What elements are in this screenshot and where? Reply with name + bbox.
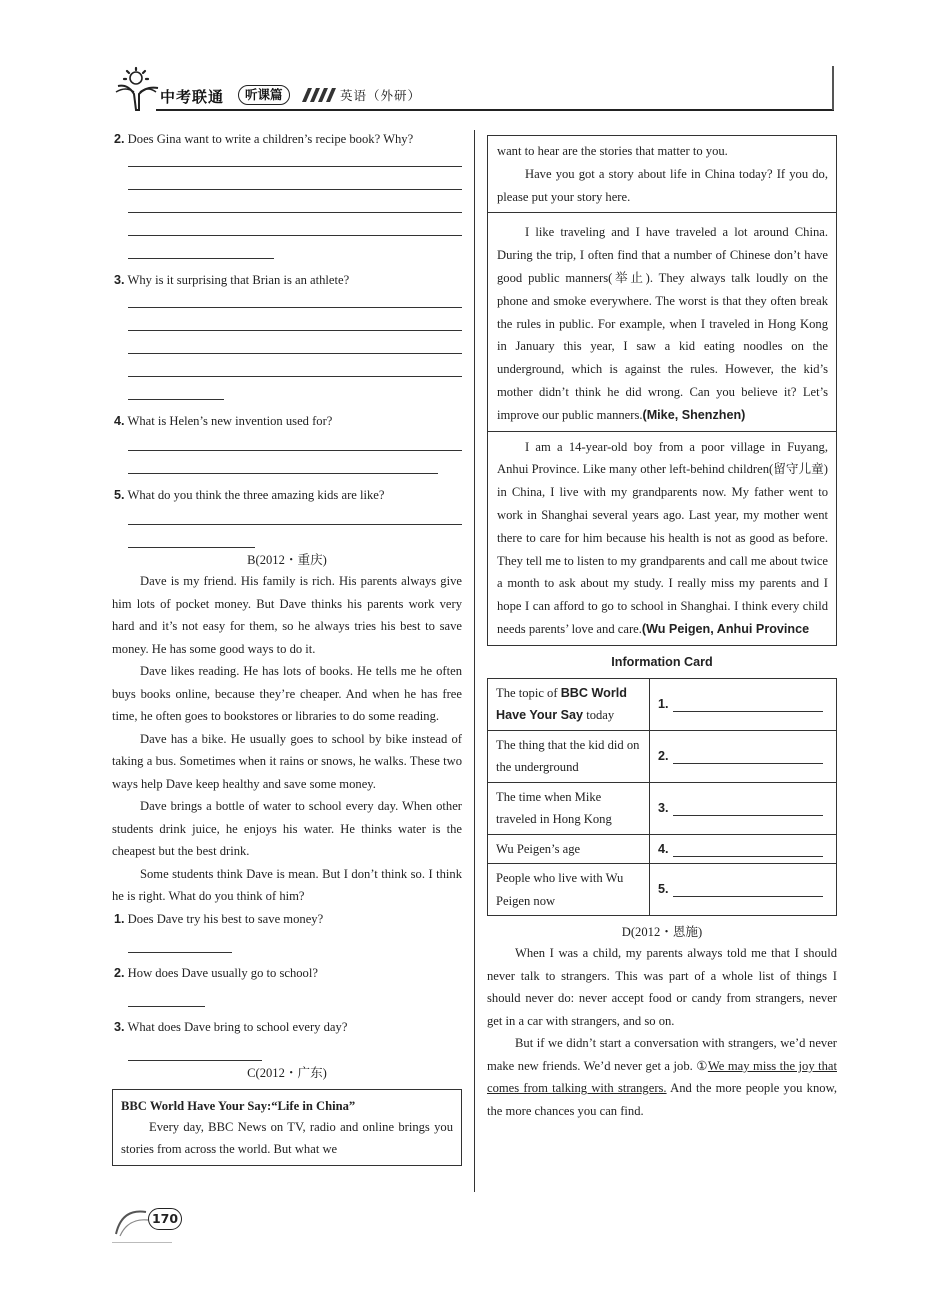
question-item: 5. What do you think the three amazing kids are like? — [112, 486, 462, 548]
section-b-title: B(2012・重庆) — [247, 553, 327, 567]
intro-text: Have you got a story about life in China today? If you do, please put your story here. — [497, 166, 828, 204]
story-text: I am a 14-year-old boy from a poor village in Fuyang, Anhui Province. Like many other left-behind children(留守儿童) in China, I live with my grandparents now. My father went to work in Shanghai several years ago. Last year, my mother went there to care for him because his health is not as good as before. They tell me to listen to my grandparents and call me about twice a month to ask about my study. I really miss my parents and I hope I can afford to go to school in Shanghai. I think every child needs parents’ love and care.(Wu Peigen, Anhui Province — [497, 439, 828, 636]
header-edge — [832, 66, 834, 110]
series-title: 中考联通 — [160, 88, 225, 106]
story-text: I like traveling and I have traveled a lot around China. During the trip, I often find that a number of Chinese don’t have good public manners(举止). They always talk loudly on the phone and smoke everywhere. The worst is that they often break the rules in public. For example, when I traveled in Hong Kong in January this year, I saw a kid eating noodles on the underground, which is against the rules. However, the kid’s mother didn’t think he did wrong. Can you believe it? Let’s improve our public manners.(Mike, Shenzhen) — [497, 225, 828, 422]
answer-blank[interactable] — [673, 711, 823, 712]
story-author: (Mike, Shenzhen) — [642, 407, 746, 422]
story-boxes — [487, 135, 837, 646]
mike-story-box — [487, 212, 837, 430]
info-card-title: Information Card — [611, 654, 713, 669]
wu-story-box — [487, 431, 837, 646]
footer-rule — [112, 1242, 172, 1243]
intro-box — [487, 135, 837, 212]
left-column — [112, 130, 462, 1166]
bbc-box-heading: BBC World Have Your Say:“Life in China” — [121, 1098, 356, 1113]
column-divider — [474, 130, 475, 1192]
page-header — [112, 66, 834, 112]
tree-logo-icon — [112, 66, 162, 112]
paragraph: Dave has a bike. He usually goes to school by bike instead of taking a bus. Sometimes when it rains or snows, he walks. These two ways help Dave keep healthy and save some money. — [112, 731, 462, 791]
answer-blank[interactable] — [673, 763, 823, 764]
table-row: People who live with Wu Peigen now 5. — [488, 864, 837, 916]
question-item: 3. What does Dave bring to school every day? — [112, 1016, 462, 1061]
paragraph: Dave brings a bottle of water to school every day. When other students drink juice, he enjoys his water. He thinks water is the cheapest but the best drink. — [112, 799, 462, 858]
answer-blank[interactable] — [673, 815, 823, 816]
underlined-sentence: We may miss the joy that comes from talking with strangers. — [487, 1058, 837, 1096]
paragraph: But if we didn’t start a conversation with strangers, we’d never make new friends. We’d never get a job. ①We may miss the joy that comes from talking with strangers. And the more people you know, the more chances you can find. — [487, 1036, 837, 1118]
question-item: 2. How does Dave usually go to school? — [112, 962, 462, 1007]
info-card-table — [487, 678, 837, 917]
paragraph: When I was a child, my parents always told me that I should never talk to strangers. This was part of a whole list of things I should never do: never accept food or candy from strangers, never get in a car with strangers, and so on. — [487, 946, 837, 1028]
page-footer — [112, 1198, 192, 1248]
paragraph: Some students think Dave is mean. But I don’t think so. I think he is right. What do you think of him? — [112, 866, 462, 903]
answer-blank[interactable] — [673, 856, 823, 857]
paragraph: Dave is my friend. His family is rich. His parents always give him lots of pocket money. But Dave thinks his parents work very hard and it’s not easy for them, so he always tries his best to save money. He has some good ways to do it. — [112, 574, 462, 656]
question-item: 2. Does Gina want to write a children’s recipe book? Why? — [112, 130, 462, 259]
table-row: The thing that the kid did on the underground 2. — [488, 730, 837, 782]
question-item: 1. Does Dave try his best to save money? — [112, 908, 462, 953]
bbc-box — [112, 1089, 462, 1166]
right-column — [487, 135, 837, 1122]
answer-blank[interactable] — [673, 896, 823, 897]
section-c-title: C(2012・广东) — [247, 1065, 327, 1080]
intro-text: want to hear are the stories that matter to you. — [497, 144, 728, 158]
section-badge: 听课篇 — [238, 85, 290, 105]
table-row: The topic of BBC World Have Your Say today 1. — [488, 678, 837, 730]
header-rule — [156, 109, 834, 111]
page-number: 170 — [148, 1208, 182, 1230]
answer-line[interactable] — [128, 1060, 262, 1061]
answer-line[interactable] — [128, 547, 255, 548]
story-author: (Wu Peigen, Anhui Province — [641, 621, 810, 636]
bbc-box-text: Every day, BBC News on TV, radio and online brings you stories from across the world. But what we — [121, 1119, 453, 1156]
question-item: 4. What is Helen’s new invention used for? — [112, 412, 462, 474]
subject-label: 英语（外研） — [340, 88, 422, 103]
table-row: The time when Mike traveled in Hong Kong 3. — [488, 782, 837, 834]
section-d-title: D(2012・恩施) — [621, 925, 703, 940]
question-item: 3. Why is it surprising that Brian is an athlete? — [112, 271, 462, 400]
table-row: Wu Peigen’s age 4. — [488, 834, 837, 864]
paragraph: Dave likes reading. He has lots of books. He tells me he often buys books online, because they’re cheaper. And when he has free time, he often goes to bookstores or libraries to do some reading. — [112, 664, 462, 723]
